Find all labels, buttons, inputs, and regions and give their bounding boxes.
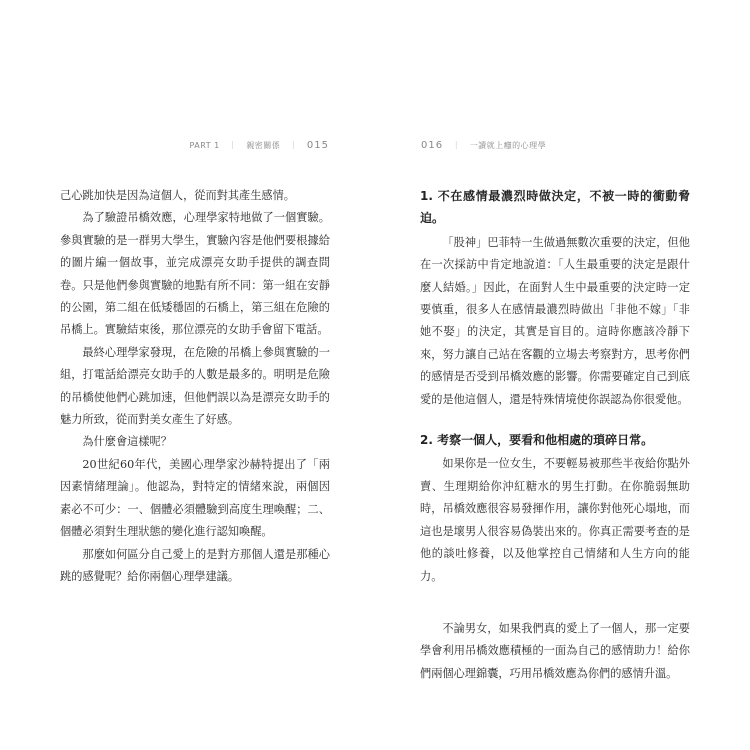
paragraph: 20世紀60年代，美國心理學家沙赫特提出了「兩因素情緒理論」。他認為，對特定的情緒來說，兩個因素必不可少：一、個體必須體驗到高度生理喚醒；二、個體必須對生理狀態的變化進行認知喚醒。: [60, 457, 330, 539]
part-label: PART 1: [189, 141, 220, 150]
paragraph: 最終心理學家發現，在危險的吊橋上參與實驗的一組，打電話給漂亮女助手的人數是最多的。明明是危險的吊橋使他們心跳加速，但他們誤以為是漂亮女助手的魅力所致，從而對美女產生了好感。: [60, 345, 330, 427]
left-running-header: [189, 140, 329, 151]
closing-paragraph: 不論男女，如果我們真的愛上了一個人，那一定要學會利用吊橋效應積極的一面為自己的感情助力！給你們兩個心理錦囊，巧用吊橋效應為你們的感情升溫。: [420, 621, 690, 680]
paragraph: 為了驗證吊橋效應，心理學家特地做了一個實驗。參與實驗的是一群男大學生，實驗內容是他們要根據給的圖片編一個故事，並完成漂亮女助手提供的調查問卷。只是他們參與實驗的地點有所不同：第一組在安靜的公園，第二組在低矮穩固的石橋上，第三組在危險的吊橋上。實驗結束後，那位漂亮的女助手會留下電話。: [60, 211, 330, 337]
page-number: 015: [306, 140, 329, 151]
right-running-header: [421, 140, 546, 151]
paragraph: 己心跳加快是因為這個人，從而對其產生感情。: [60, 189, 295, 202]
right-body-text: [420, 185, 690, 685]
book-title: 一讀就上癮的心理學: [469, 141, 547, 150]
page-number: 016: [421, 140, 444, 151]
spacer: [420, 411, 690, 429]
right-page: [375, 0, 750, 750]
paragraph: 如果你是一位女生，不要輕易被那些半夜給你點外賣、生理期給你沖紅糖水的男生打動。在你脆弱無助時，吊橋效應很容易發揮作用，讓你對他死心塌地，而這也是壞男人很容易偽裝出來的。你真正需要考查的是他的談吐修養，以及他掌控自己情緒和人生方向的能力。: [420, 457, 690, 583]
header-separator: ｜: [289, 141, 298, 150]
spacer: [420, 588, 690, 618]
section-heading: 1. 不在感情最濃烈時做決定，不被一時的衝動脅迫。: [420, 189, 690, 226]
left-body-text: [60, 185, 330, 588]
header-separator: ｜: [228, 141, 238, 150]
paragraph: 「股神」巴菲特一生做過無數次重要的決定，但他在一次採訪中肯定地說道：「人生最重要的決定是跟什麼人結婚。」因此，在面對人生中最重要的決定時一定要慎重，很多人在感情最濃烈時做出「非他不嫁」「非她不娶」的決定，其實是盲目的。這時你應該冷靜下來，努力讓自己站在客觀的立場去考察對方，思考你們的感情是否受到吊橋效應的影響。你需要確定自己到底愛的是他這個人，還是特殊情境使你誤認為你很愛他。: [420, 235, 690, 406]
paragraph: 為什麼會這樣呢？: [82, 435, 172, 449]
section-heading: 2. 考察一個人，要看和他相處的瑣碎日常。: [420, 433, 654, 448]
section-label: 親密關係: [246, 141, 281, 150]
paragraph: 那麼如何區分自己愛上的是對方那個人還是那種心跳的感覺呢？給你兩個心理學建議。: [60, 547, 330, 583]
header-separator: ｜: [452, 141, 461, 150]
